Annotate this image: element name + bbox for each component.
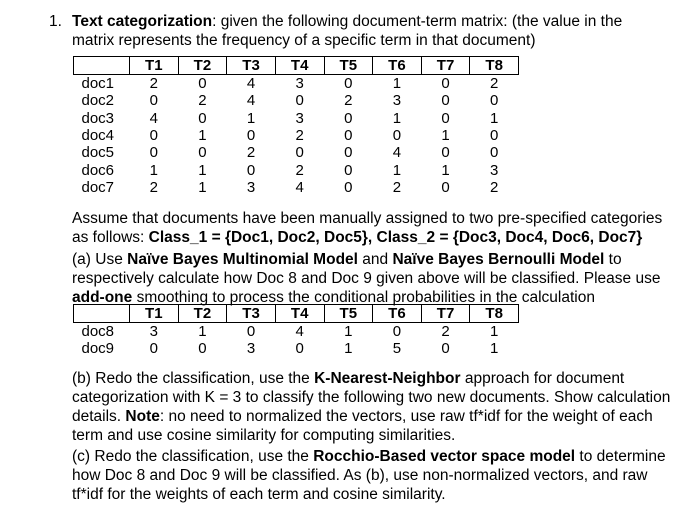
table-row [74,179,519,196]
part-c-t2: to determine how Doc 8 and Doc 9 will be classified. As (b), use non-normalized vectors, and raw tf*idf for the weights of each term and cosine similarity. [72,448,666,503]
part-a-t1: (a) Use [72,251,128,268]
cell: 1 [490,323,499,341]
cell: 0 [198,109,207,127]
row-label: doc1 [81,75,115,93]
row-label: doc5 [81,144,115,162]
cell: 1 [344,323,353,341]
cell: 0 [344,109,353,127]
cell: 1 [490,109,499,127]
matrix-header-t4: T4 [275,305,324,323]
part-b-text [72,369,672,445]
cell: 3 [149,323,158,341]
cell: 0 [344,75,353,93]
cell: 1 [149,161,158,179]
cell: 4 [295,178,304,196]
cell: 1 [246,109,256,127]
matrix-header-t5: T5 [324,305,373,323]
cell: 2 [441,323,450,341]
table-row [74,144,519,161]
row-label: doc3 [81,109,115,127]
part-b-t3: : no need to normalized the vectors, use raw tf*idf for the weight of each term and use cosine similarity for computing similarities. [72,408,653,444]
cell: 0 [198,340,207,358]
cell: 0 [198,75,207,93]
cell: 1 [441,127,450,145]
cell: 2 [149,178,158,196]
cell: 0 [392,323,402,341]
cell: 3 [295,75,304,93]
cell: 1 [344,340,353,358]
cell: 0 [295,144,304,162]
cell: 0 [441,178,450,196]
cell: 0 [392,127,402,145]
part-a-b3: add-one [72,289,133,306]
class-assignment-text [72,209,672,247]
cell: 0 [344,127,353,145]
cell: 0 [441,75,450,93]
table-row [74,75,519,93]
part-b-t2: approach for document categorization with K = 3 to classify the following two new documents. Show calculation details. [72,370,671,425]
row-label: doc8 [81,323,115,341]
matrix-header-t8: T8 [470,57,519,75]
cell: 3 [392,92,402,110]
matrix-corner-cell [74,305,130,323]
part-b-t1: (b) Redo the classification, use the [72,370,315,387]
question-number: 1. [49,13,62,30]
cell: 1 [198,178,207,196]
part-a-b2: Naïve Bayes Bernoulli Model [392,251,605,268]
cell: 2 [198,92,207,110]
class-assignment-bold: Class_1 = {Doc1, Doc2, Doc5}, Class_2 = {Doc3, Doc4, Doc6, Doc7} [148,229,643,246]
cell: 0 [246,161,256,179]
cell: 1 [490,340,499,358]
cell: 4 [295,323,304,341]
matrix-header-t7: T7 [421,305,470,323]
cell: 0 [149,340,158,358]
cell: 0 [246,323,256,341]
cell: 0 [490,127,499,145]
cell: 1 [198,127,207,145]
cell: 3 [246,340,256,358]
matrix-header-t6: T6 [373,57,422,75]
matrix-header-t3: T3 [227,57,276,75]
cell: 0 [295,340,304,358]
cell: 0 [149,92,158,110]
cell: 2 [490,178,499,196]
cell: 1 [392,161,402,179]
row-label: doc6 [81,161,115,179]
cell: 3 [246,178,256,196]
part-b-b1: K-Nearest-Neighbor [314,370,461,387]
matrix-header-t1: T1 [130,57,179,75]
matrix-corner-cell [74,57,130,75]
cell: 2 [295,127,304,145]
document-term-matrix [73,56,519,196]
cell: 0 [198,144,207,162]
cell: 0 [441,144,450,162]
cell: 4 [246,75,256,93]
cell: 0 [149,144,158,162]
assume-text: Assume that documents have been manually assigned to two pre-specified categories as follows: [72,210,663,246]
cell: 3 [490,161,499,179]
matrix-header-row [74,57,519,75]
cell: 4 [246,92,256,110]
cell: 0 [344,161,353,179]
matrix-header-t5: T5 [324,57,373,75]
cell: 0 [490,144,499,162]
question-title-rest: : given the following document-term matrix: (the value in the matrix represents the frequency of a specific term in that document) [72,13,623,49]
matrix-header-t8: T8 [470,305,519,323]
row-label: doc7 [81,178,115,196]
cell: 2 [149,75,158,93]
cell: 0 [344,144,353,162]
cell: 1 [198,323,207,341]
cell: 4 [392,144,402,162]
new-documents-matrix [73,304,519,358]
matrix-header-t1: T1 [130,305,179,323]
row-label: doc2 [81,92,115,110]
cell: 1 [198,161,207,179]
matrix-header-t3: T3 [227,305,276,323]
matrix-header-t4: T4 [275,57,324,75]
cell: 0 [149,127,158,145]
part-c-t1: (c) Redo the classification, use the [72,448,314,465]
cell: 1 [392,109,402,127]
row-label: doc9 [81,340,115,358]
question-title [50,12,660,50]
question-title-bold: Text categorization [72,13,213,30]
part-b-b2: Note [125,408,160,425]
cell: 0 [246,127,256,145]
cell: 0 [441,340,450,358]
cell: 2 [246,144,256,162]
cell: 4 [149,109,158,127]
cell: 1 [441,161,450,179]
cell: 2 [490,75,499,93]
part-c-b1: Rocchio-Based vector space model [313,448,576,465]
cell: 0 [441,109,450,127]
matrix-header-t2: T2 [178,305,227,323]
matrix-header-t6: T6 [373,305,422,323]
table-row [74,340,519,357]
part-a-text [72,250,672,307]
row-label: doc4 [81,127,115,145]
cell: 3 [295,109,304,127]
matrix-header-row [74,305,519,323]
cell: 2 [392,178,402,196]
table-row [74,92,519,109]
part-a-t4: smoothing to process the conditional probabilities in the calculation [132,289,595,306]
question-text [72,12,660,50]
matrix-header-t2: T2 [178,57,227,75]
matrix-header-t7: T7 [421,57,470,75]
part-a-t2: and [357,251,393,268]
cell: 2 [344,92,353,110]
cell: 0 [490,92,499,110]
cell: 0 [344,178,353,196]
part-c-text [72,447,672,504]
cell: 1 [392,75,402,93]
table-row [74,161,519,178]
cell: 5 [392,340,402,358]
part-a-t3: to respectively calculate how Doc 8 and Doc 9 given above will be classified. Please use [72,251,661,287]
cell: 2 [295,161,304,179]
cell: 0 [441,92,450,110]
table-row [74,127,519,144]
table-row [74,110,519,127]
part-a-b1: Naïve Bayes Multinomial Model [127,251,358,268]
cell: 0 [295,92,304,110]
table-row [74,323,519,341]
